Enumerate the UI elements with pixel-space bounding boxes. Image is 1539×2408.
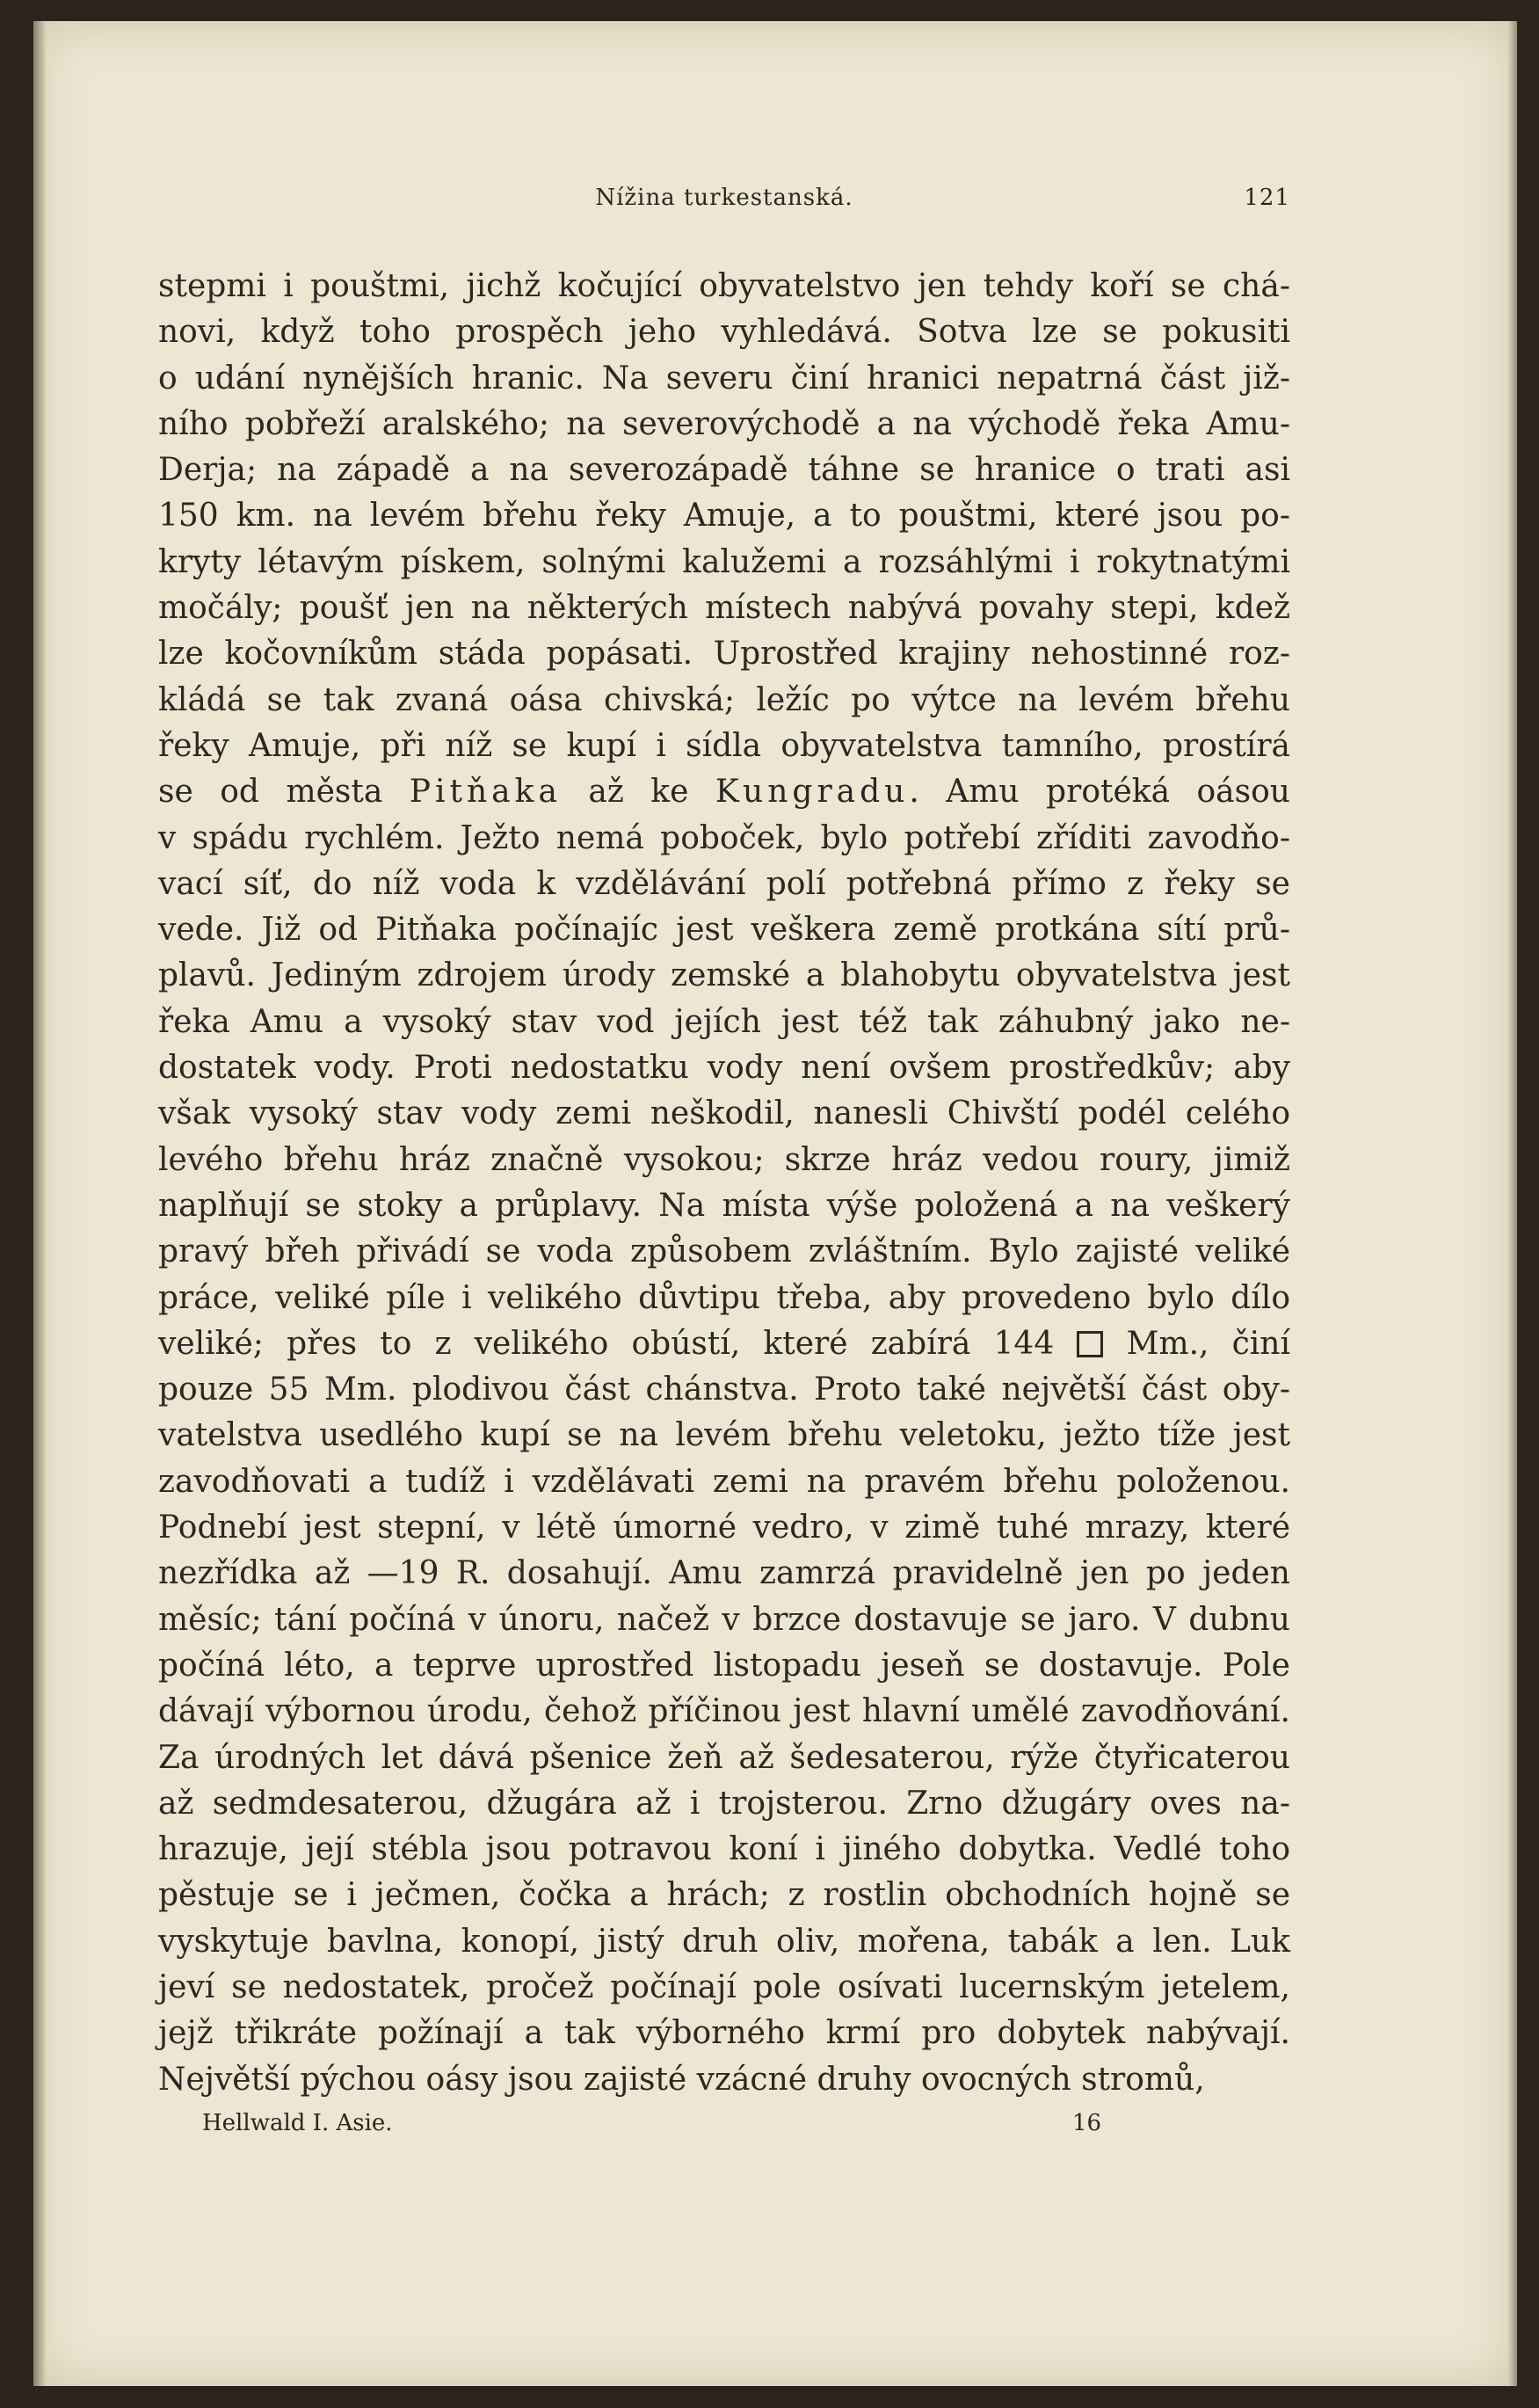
text-line: jejž třikráte požínají a tak výborného krmí pro dobytek nabývají.	[158, 2015, 1290, 2052]
text-line: močály; poušť jen na některých místech nabývá povahy stepi, kdež	[158, 590, 1290, 627]
text-line: zavodňovati a tudíž i vzdělávati zemi na pravém břehu položenou.	[158, 1463, 1290, 1500]
text-line: naplňují se stoky a průplavy. Na místa výše položená a na veškerý	[158, 1187, 1290, 1224]
running-title: Nížina turkestanská.	[595, 185, 853, 211]
text-segment: . Amu protéká oásou	[909, 774, 1290, 811]
text-line: nezřídka až —19 R. dosahují. Amu zamrzá pravidelně jen po jeden	[158, 1555, 1290, 1592]
text-line: 150 km. na levém břehu řeky Amuje, a to pouštmi, které jsou po-	[158, 498, 1290, 535]
text-line: jeví se nedostatek, pročež počínají pole osívati lucernským jetelem,	[158, 1968, 1290, 2005]
text-line: vací síť, do níž voda k vzdělávání polí potřebná přímo z řeky se	[158, 865, 1290, 902]
text-segment: se od města	[158, 774, 383, 811]
text-line: novi, když toho prospěch jeho vyhledává. Sotva lze se pokusiti	[158, 314, 1290, 351]
text-line: stepmi i pouštmi, jichž kočující obyvatelstvo jen tehdy koří se chá-	[158, 268, 1290, 304]
text-line: levého břehu hráz značně vysokou; skrze hráz vedou roury, jimiž	[158, 1141, 1290, 1178]
text-line: až sedmdesaterou, džugára až i trojsterou. Zrno džugáry oves na-	[158, 1785, 1290, 1822]
place-name-kungrad: Kungradu	[715, 774, 910, 811]
text-line: práce, veliké píle i velikého důvtipu třeba, aby provedeno bylo dílo	[158, 1279, 1290, 1316]
text-line: v spádu rychlém. Ježto nemá poboček, bylo potřebí zříditi zavodňo-	[158, 819, 1290, 856]
body-text	[158, 264, 1290, 2103]
page-edge-left	[33, 21, 46, 2386]
text-line: kryty létavým pískem, solnými kalužemi a rozsáhlými i rokytnatými	[158, 543, 1290, 580]
text-line: Podnebí jest stepní, v létě úmorné vedro, v zimě tuhé mrazy, které	[158, 1510, 1290, 1546]
text-line: měsíc; tání počíná v únoru, načež v brzce dostavuje se jaro. V dubnu	[158, 1601, 1290, 1638]
text-line: pouze 55 Mm. plodivou část chánstva. Proto také největší část oby-	[158, 1371, 1290, 1408]
place-name-pitnak: Pitňaka	[409, 774, 562, 811]
text-line: vatelstva usedlého kupí se na levém břehu veletoku, ježto tíže jest	[158, 1417, 1290, 1454]
text-line: plavů. Jediným zdrojem úrody zemské a blahobytu obyvatelstva jest	[158, 957, 1290, 994]
text-line: řeky Amuje, při níž se kupí i sídla obyvatelstva tamního, prostírá	[158, 727, 1290, 764]
square-unit-icon	[1077, 1331, 1103, 1357]
text-segment: veliké; přes to z velikého obústí, které zabírá 144	[158, 1325, 1055, 1362]
text-line: však vysoký stav vody zemi neškodil, nanesli Chivští podél celého	[158, 1095, 1290, 1132]
text-line: vede. Již od Pitňaka počínajíc jest veškera země protkána sítí prů-	[158, 912, 1290, 949]
text-line: ního pobřeží aralského; na severovýchodě a na východě řeka Amu-	[158, 405, 1290, 442]
text-line: vyskytuje bavlna, konopí, jistý druh oliv, mořena, tabák a len. Luk	[158, 1923, 1290, 1960]
text-line: hrazuje, její stébla jsou potravou koní i jiného dobytka. Vedlé toho	[158, 1831, 1290, 1868]
text-line: Největší pýchou oásy jsou zajisté vzácné druhy ovocných stromů,	[158, 2061, 1205, 2098]
text-line: Derja; na západě a na severozápadě táhne se hranice o trati asi	[158, 452, 1290, 489]
page-number: 121	[1244, 185, 1290, 211]
text-line: pěstuje se i ječmen, čočka a hrách; z rostlin obchodních hojně se	[158, 1877, 1290, 1914]
text-line: řeka Amu a vysoký stav vod jejích jest též tak záhubný jako ne-	[158, 1003, 1290, 1040]
text-line: dostatek vody. Proti nedostatku vody není ovšem prostředkův; aby	[158, 1050, 1290, 1087]
text-line: počíná léto, a teprve uprostřed listopadu jeseň se dostavuje. Pole	[158, 1647, 1290, 1684]
text-line: Za úrodných let dává pšenice žeň až šedesaterou, rýže čtyřicaterou	[158, 1739, 1290, 1776]
page-edge-right	[1508, 21, 1517, 2386]
sheet-number: 16	[1072, 2110, 1102, 2136]
text-line: dávají výbornou úrodu, čehož příčinou jest hlavní umělé zavodňování.	[158, 1693, 1290, 1730]
text-line-spaced-names	[158, 769, 1290, 815]
text-line: o udání nynějších hranic. Na severu činí hranici nepatrná část již-	[158, 360, 1290, 396]
text-line: kládá se tak zvaná oása chivská; ležíc po výtce na levém břehu	[158, 681, 1290, 718]
text-line-square-symbol	[158, 1321, 1290, 1367]
text-segment: až ke	[588, 774, 689, 811]
text-line: lze kočovníkům stáda popásati. Uprostřed krajiny nehostinné roz-	[158, 636, 1290, 673]
printer-signature: Hellwald I. Asie.	[202, 2110, 393, 2136]
running-header	[158, 185, 1290, 220]
text-line: pravý břeh přivádí se voda způsobem zvláštním. Bylo zajisté veliké	[158, 1233, 1290, 1270]
text-segment: Mm., činí	[1126, 1325, 1291, 1362]
